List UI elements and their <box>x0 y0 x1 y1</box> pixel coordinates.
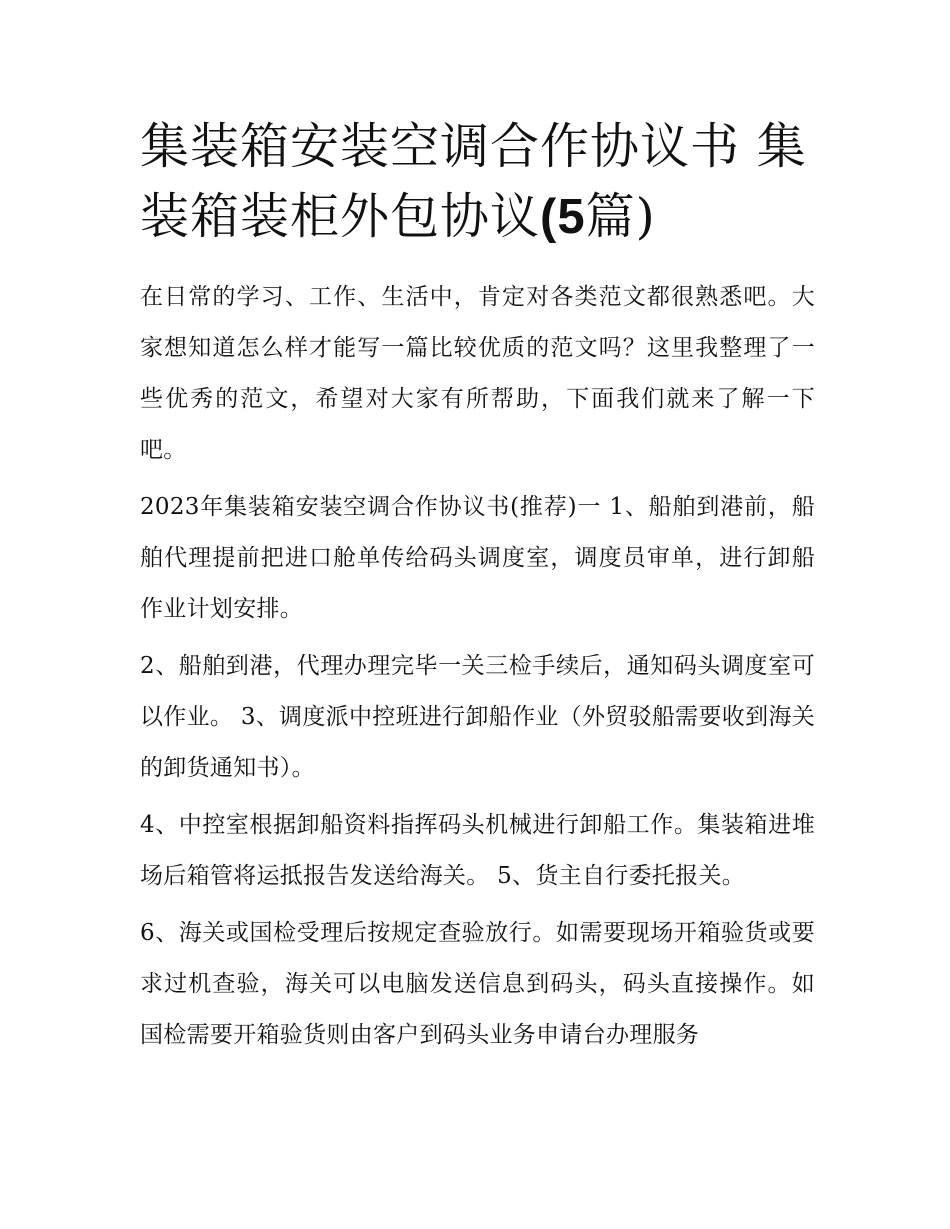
body-paragraph: 6、海关或国检受理后按规定查验放行。如需要现场开箱验货或要求过机查验，海关可以电脑发送信息到码头，码头直接操作。如国检需要开箱验货则由客户到码头业务申请台办理服务 <box>140 920 815 1048</box>
body-paragraph: 2、船舶到港，代理办理完毕一关三检手续后，通知码头调度室可以作业。 3、调度派中控班进行卸船作业（外贸驳船需要收到海关的卸货通知书）。 <box>140 653 815 781</box>
intro-paragraph: 在日常的学习、工作、生活中，肯定对各类范文都很熟悉吧。大家想知道怎么样才能写一篇比较优质的范文吗？这里我整理了一些优秀的范文，希望对大家有所帮助，下面我们就来了解一下吧。 <box>140 284 815 463</box>
title-suffix: 篇) <box>585 188 656 245</box>
document-page <box>140 112 815 1067</box>
document-title <box>140 112 815 252</box>
body-paragraph: 4、中控室根据卸船资料指挥码头机械进行卸船工作。集装箱进堆场后箱管将运抵报告发送给海关。 5、货主自行委托报关。 <box>140 812 815 889</box>
title-count: (5 <box>540 190 586 244</box>
title-text: 集装箱安装空调合作协议书 集装箱装柜外包协议 <box>140 118 807 245</box>
document-body <box>140 272 815 1061</box>
body-paragraph: 2023年集装箱安装空调合作协议书(推荐)一 1、船舶到港前，船舶代理提前把进口舱单传给码头调度室，调度员审单，进行卸船作业计划安排。 <box>140 494 815 622</box>
